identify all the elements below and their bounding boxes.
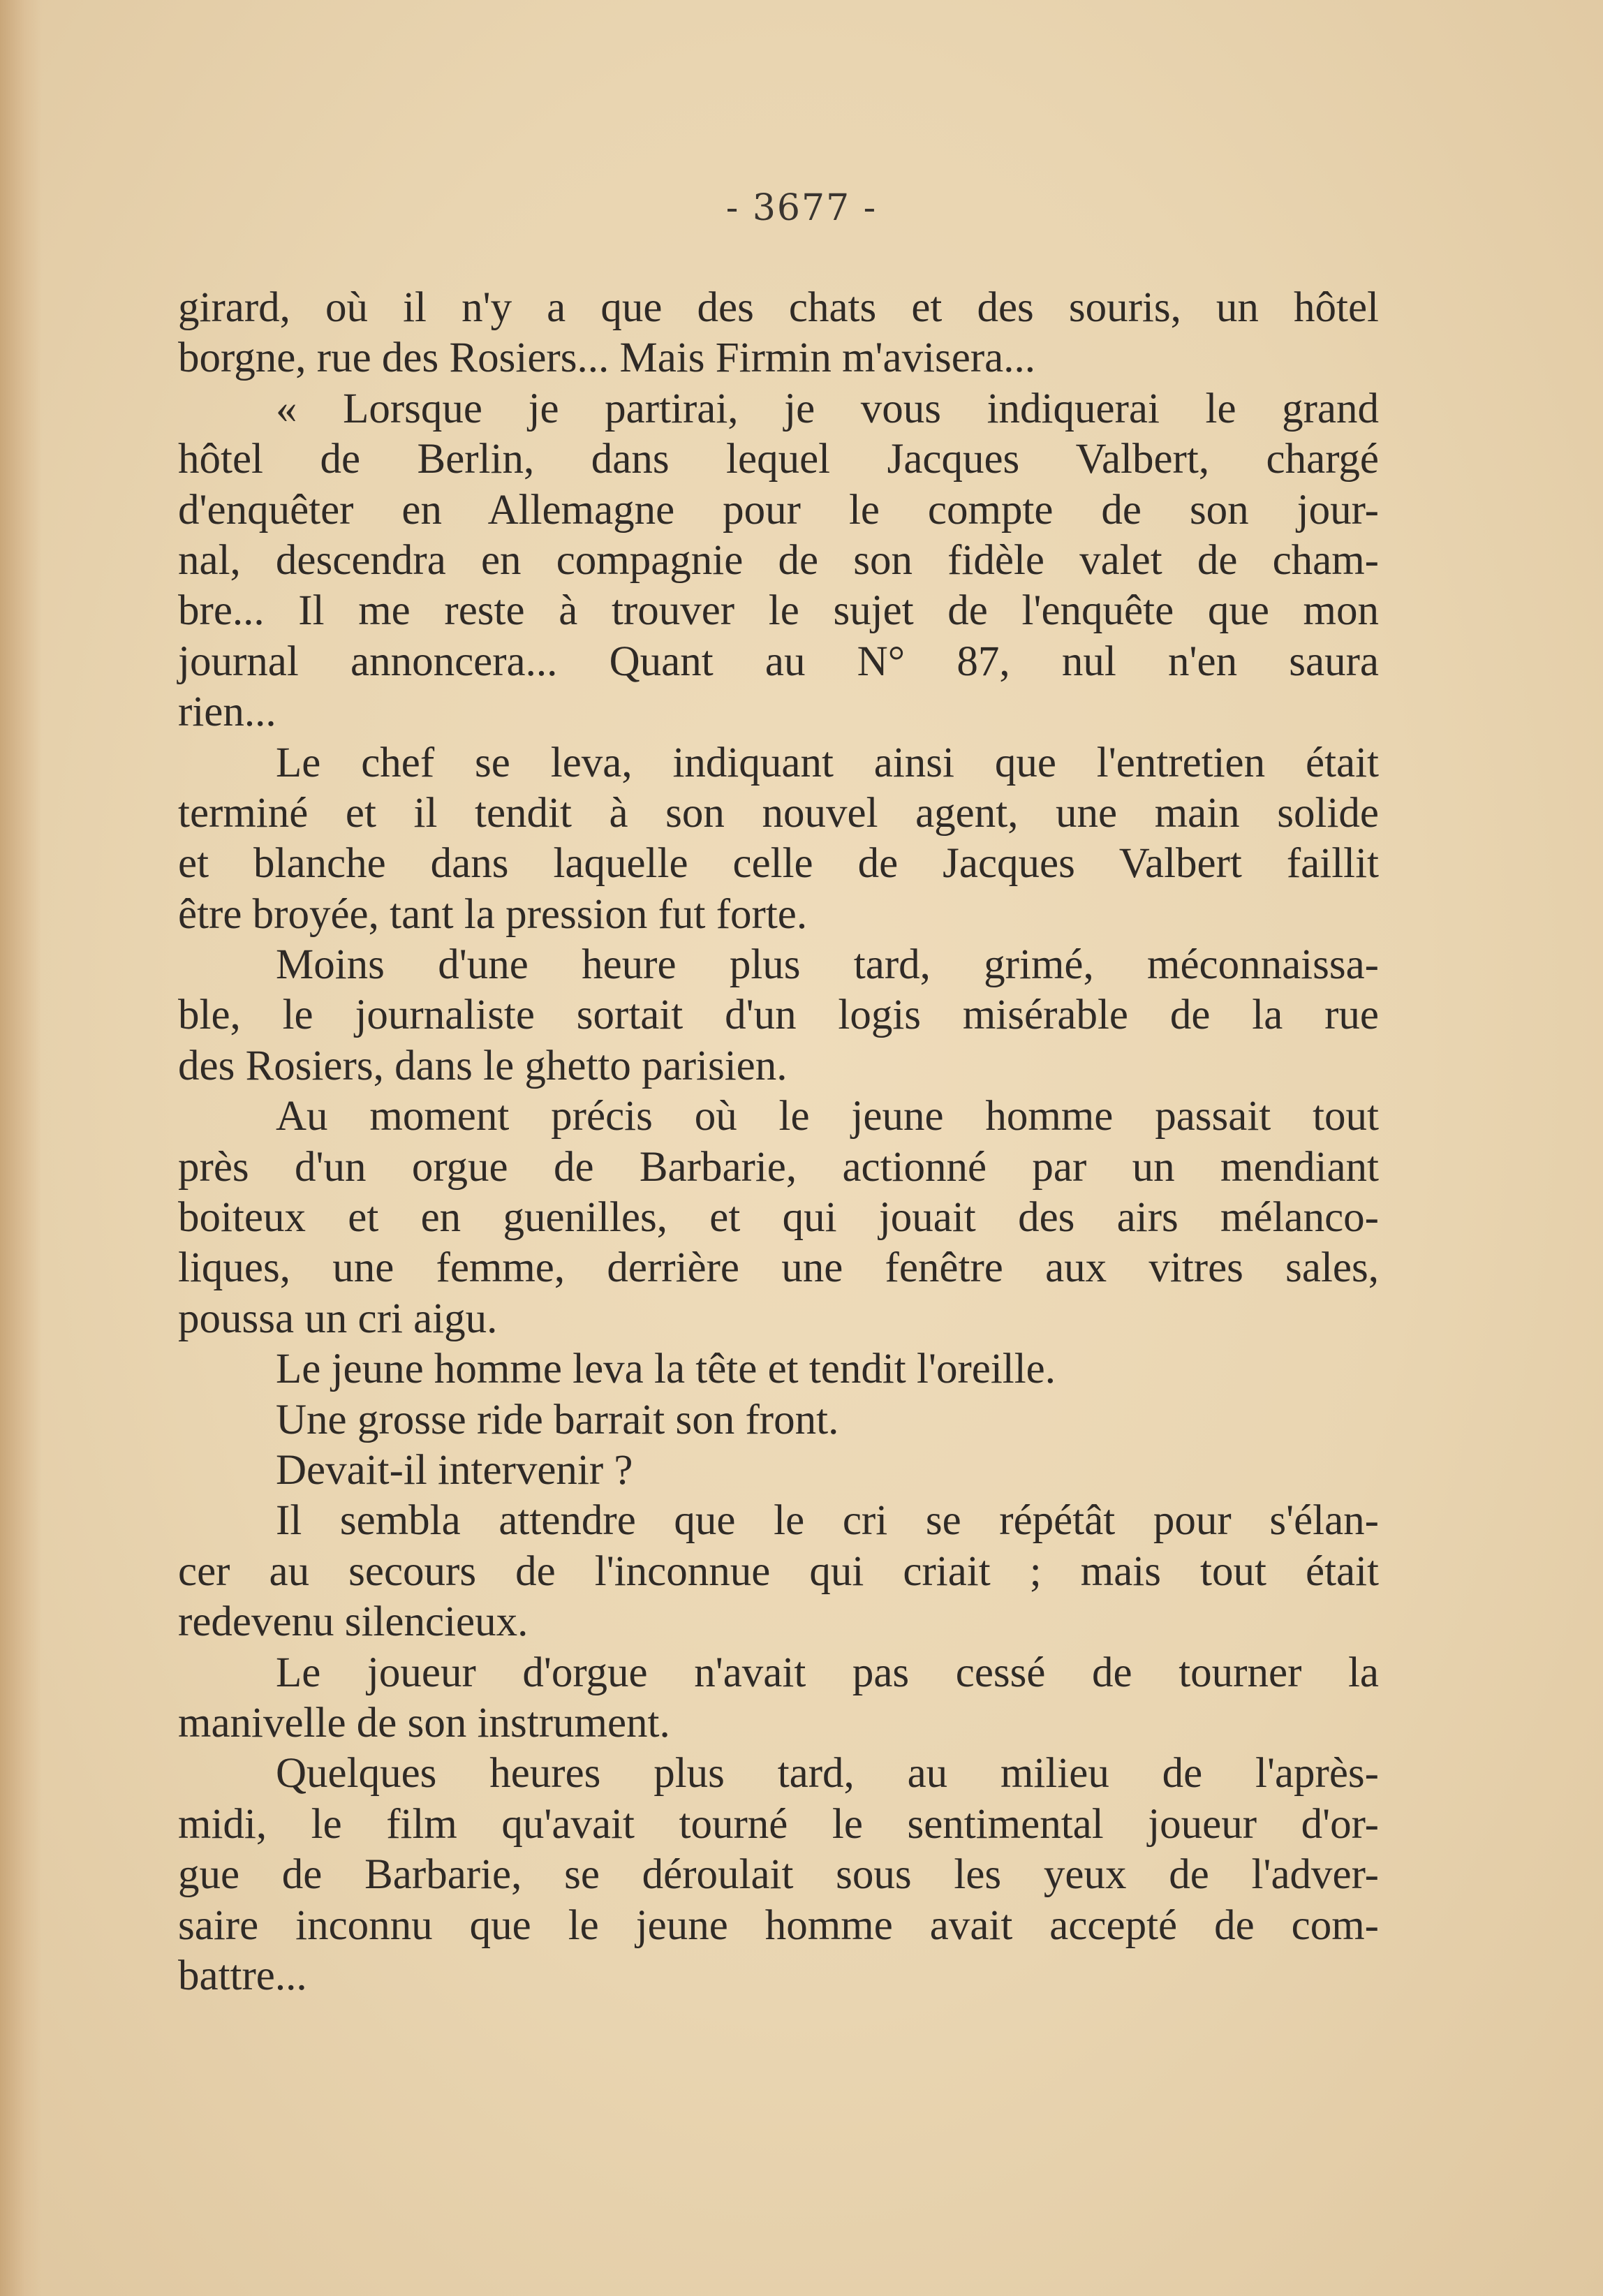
text-line: rien... bbox=[178, 689, 276, 736]
text-line: hôtel de Berlin, dans lequel Jacques Valbert, chargé bbox=[178, 436, 1379, 483]
text-line: ble, le journaliste sortait d'un logis misérable de la rue bbox=[178, 992, 1379, 1039]
text-line: battre... bbox=[178, 1952, 307, 1999]
text-line: être broyée, tant la pression fut forte. bbox=[178, 890, 808, 938]
text-line: Devait-il intervenir ? bbox=[276, 1446, 633, 1494]
text-line: nal, descendra en compagnie de son fidèle valet de cham- bbox=[178, 536, 1379, 584]
text-line: gue de Barbarie, se déroulait sous les yeux de l'adver- bbox=[178, 1851, 1379, 1899]
text-line: Une grosse ride barrait son front. bbox=[276, 1396, 839, 1443]
text-line: poussa un cri aigu. bbox=[178, 1295, 498, 1342]
text-line: des Rosiers, dans le ghetto parisien. bbox=[178, 1042, 788, 1089]
text-line: redevenu silencieux. bbox=[178, 1598, 529, 1646]
text-line: Le joueur d'orgue n'avait pas cessé de tourner la bbox=[276, 1649, 1379, 1696]
text-line: boiteux et en guenilles, et qui jouait des airs mélanco- bbox=[178, 1194, 1379, 1242]
text-line: Moins d'une heure plus tard, grimé, méconnaissa- bbox=[276, 941, 1379, 989]
text-line: Quelques heures plus tard, au milieu de l'après- bbox=[276, 1750, 1379, 1797]
text-line: près d'un orgue de Barbarie, actionné par un mendiant bbox=[178, 1143, 1379, 1191]
text-line: manivelle de son instrument. bbox=[178, 1699, 670, 1746]
text-line: d'enquêter en Allemagne pour le compte de son jour- bbox=[178, 486, 1379, 533]
text-line: cer au secours de l'inconnue qui criait ; mais tout était bbox=[178, 1547, 1379, 1595]
text-line: Au moment précis où le jeune homme passait tout bbox=[276, 1093, 1379, 1140]
text-line: girard, où il n'y a que des chats et des souris, un hôtel bbox=[178, 284, 1379, 331]
text-line: terminé et il tendit à son nouvel agent, une main solide bbox=[178, 789, 1379, 837]
text-line: journal annoncera... Quant au N° 87, nul n'en saura bbox=[178, 638, 1379, 685]
page-number: - 3677 - bbox=[725, 187, 878, 229]
text-line: « Lorsque je partirai, je vous indiquerai le grand bbox=[276, 385, 1379, 432]
text-line: liques, une femme, derrière une fenêtre aux vitres sales, bbox=[178, 1244, 1379, 1292]
text-line: et blanche dans laquelle celle de Jacques Valbert faillit bbox=[178, 840, 1379, 888]
page-edge-shadow bbox=[0, 0, 42, 2296]
text-line: Le chef se leva, indiquant ainsi que l'entretien était bbox=[276, 739, 1379, 786]
body-text bbox=[178, 283, 1379, 2001]
text-line: bre... Il me reste à trouver le sujet de l'enquête que mon bbox=[178, 587, 1379, 635]
text-line: borgne, rue des Rosiers... Mais Firmin m'avisera... bbox=[178, 334, 1035, 382]
text-line: Il sembla attendre que le cri se répétât pour s'élan- bbox=[276, 1497, 1379, 1545]
text-line: midi, le film qu'avait tourné le sentimental joueur d'or- bbox=[178, 1800, 1379, 1848]
text-line: saire inconnu que le jeune homme avait accepté de com- bbox=[178, 1901, 1379, 1949]
text-line: Le jeune homme leva la tête et tendit l'oreille. bbox=[276, 1346, 1056, 1393]
